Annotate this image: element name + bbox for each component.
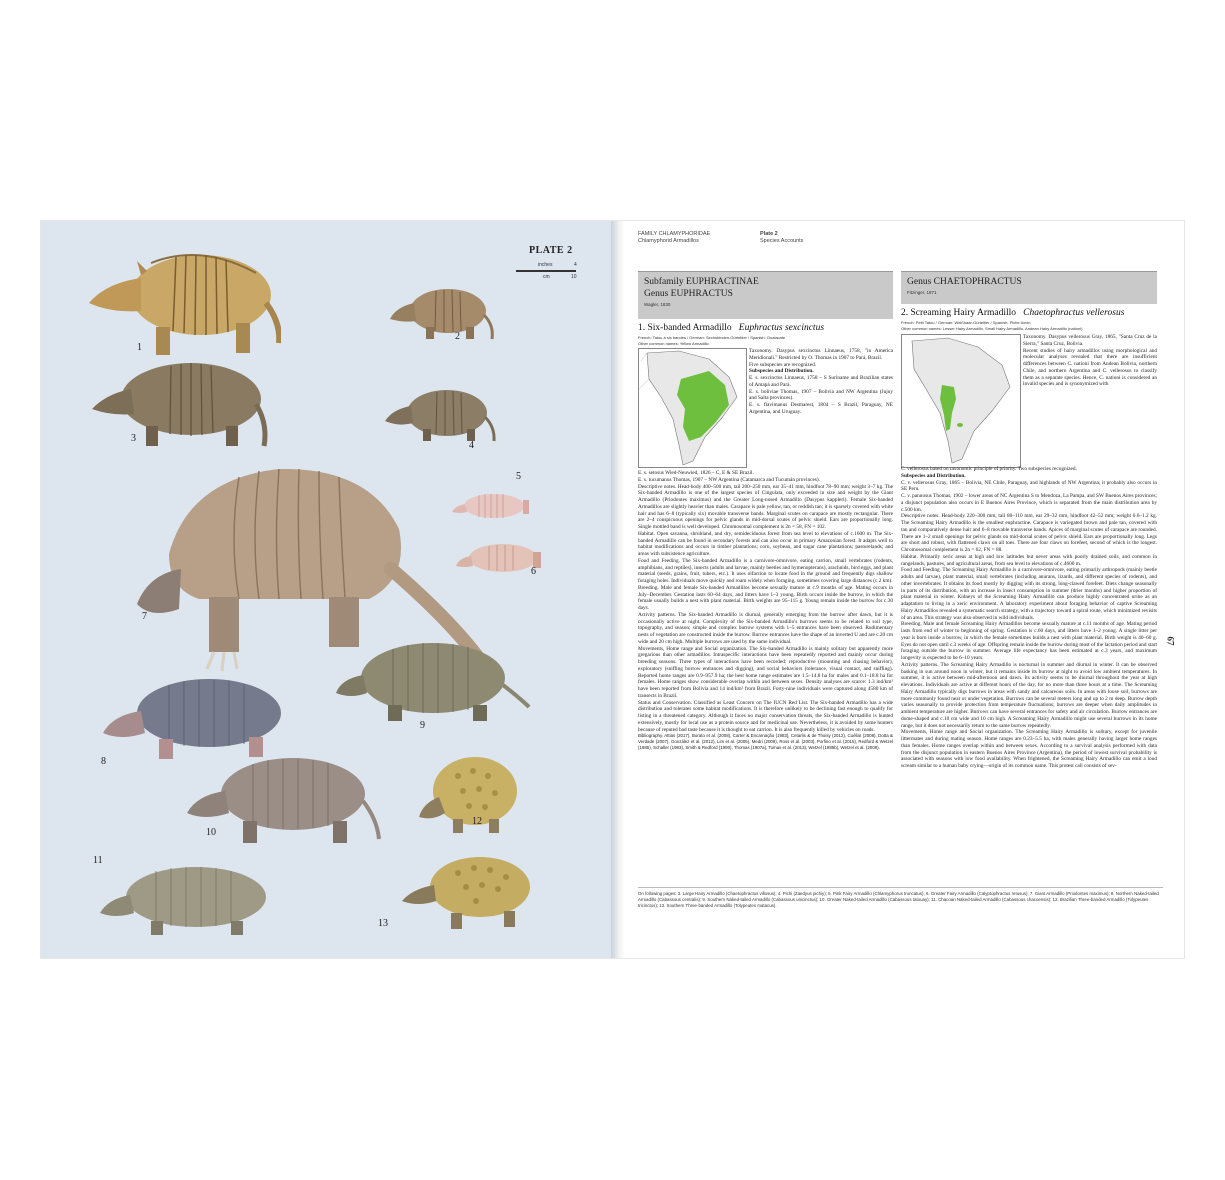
species-2-p10: Movements, Home range and Social organization. The Screaming Hairy Armadillo is solitary, except for juvenile littermates and during mating season. Home ranges are 0.23–5.5 ha, with males generally having larger home ranges than females. Home ranges overlap within and between sexes. According to a survival analysis performed with data from the disjunct population in eastern Buenos Aires Province (Argentina), the period of lowest survival probability is associated with seasons with low food availability. When frightened, the Screaming Hairy Armadillo can emit a loud scream similar to a human baby crying—origin of its common name. This protest call consists of sev- — [901, 729, 1157, 769]
armadillo-10-illustration — [183, 749, 383, 854]
species-2-common-name: 2. Screaming Hairy Armadillo — [901, 308, 1017, 318]
species-2-p3: C. v. vellerosus Gray, 1865 – Bolivia, NE Chile, Paraguay, and highlands of NW Argentina; it probably also occurs in SE Peru. — [901, 479, 1157, 493]
armadillo-9-illustration — [333, 633, 533, 733]
species-2-p9: Activity patterns. The Screaming Hairy Armadillo is nocturnal in summer and diurnal in winter. It can be observed basking in sun around noon in winter, but it remains inside its burrow at night to avoid low ambient temperatures. In summer, it is active between mid-afternoon and dawn. Its activity seems to be diurnal throughout the year at high elevations. Individuals are active at different hours of the day, for no more than three hours at a time. The Screaming Hairy Armadillo typically digs burrows in areas with sandy and calcareous soils. In areas with loose soil, burrows are more commonly found near or under vegetation. Burrows can be several meters long and up to 2 m deep. Burrow depth varies seasonally to provide protection from temperature fluctuations; burrows are deeper when daily amplitudes in ambient temperature are higher. Burrows can have several entrances for safety and air circulation. Burrow entrances are dome-shaped and c.10 cm wide and 10 cm high. A Screaming Hairy Armadillo might use several burrows in its home range, but it does not necessarily return to the same burrow repeatedly. — [901, 661, 1157, 729]
running-head-family — [638, 231, 710, 245]
running-head-plate — [760, 231, 803, 245]
subfamily-heading: Subfamily EUPHRACTINAE — [644, 277, 759, 287]
plate-number-6: 6 — [531, 566, 536, 577]
species-2-p8: Breeding. Male and female Screaming Hairy Armadillos become sexually mature at c.11 months of age. Mating period lasts from end of winter to beginning of spring. Gestation is c.60 days, and litters have 1–2 young. A single litter per year is born inside a burrow, in which the female sometimes builds a nest with plant material. Birth weight is 40–60 g. Eyes do not open until c.3 weeks of age. Offspring remain inside the burrow during most of the lactation period and start foraging outside the burrow in summer. Average life expectancy has been estimated at c.3 years, and maximum longevity is expected to be 6–10 years. — [901, 621, 1157, 661]
plate-number-8: 8 — [101, 756, 106, 767]
armadillo-1-illustration — [81, 243, 281, 363]
species-1-p4: Habitat. Open savanna, shrubland, and dry, semideciduous forest from sea level to elevations of c.1600 m. The Six-banded Armadillo can be found in secondary forests and can also occur in primary Amazonian forest. It adapts well to habitat modifications and occurs in timber plantations; corn, soybean, and sugar cane plantations; pasturelands; and areas with subsistence agriculture. — [638, 530, 893, 557]
species-2-other-names — [901, 320, 1157, 332]
species-1-p2: E. s. tucumanus Thomas, 1907 – NW Argentina (Catamarca and Tucumán provinces). — [638, 476, 820, 483]
armadillo-3-illustration — [86, 354, 271, 454]
book-spread — [41, 221, 1184, 958]
species-1-common-name: 1. Six-banded Armadillo — [638, 323, 732, 333]
species-1-beside-p2: Five subspecies are recognized. — [749, 361, 817, 368]
plate-number-7: 7 — [142, 611, 147, 622]
plate-number-5: 5 — [516, 471, 521, 482]
species-2-p7: Food and Feeding. The Screaming Hairy Armadillo is a carnivore-omnivore, eating primarily arthropods (mainly beetle adults and larvae), plant material, small vertebrates (including anurans, lizards, and different species of rodents), and other invertebrates. It obtains its food mostly by digging with its strong, long-clawed forefeet. Diets change seasonally in parts of its distribution, with an increase in insect consumption in summer (drier months) and higher proportion of plant material in winter. Kidneys of the Screaming Hairy Armadillo can produce highly concentrated urine as an adaptation to living in a xeric environment. A laboratory experiment about foraging behavior of captive Screaming Hairy Armadillos revealed a systematic search strategy, with a trajectory toward a spiral route, which minimized revisits of an area. This strategy was also observed in wild individuals. — [901, 567, 1157, 621]
genus-author-euphractus: Wagler, 1830 — [644, 302, 671, 307]
species-1-p1: E. s. setosus Wied-Neuwied, 1826 – C, E & SE Brazil. — [638, 470, 754, 476]
running-head-plate-sub: Species Accounts — [760, 238, 804, 244]
armadillo-11-illustration — [96, 861, 276, 941]
species-1-names-line2: Other common names: Yellow Armadillo — [638, 341, 709, 346]
running-head-family-sub: Chlamyphorid Armadillos — [638, 238, 699, 244]
plate-title: PLATE 2 — [529, 245, 573, 256]
species-2-beside-p2: Recent studies of hairy armadillos using morphological and molecular analyses revealed that there are insufficient differences between C. nationi from Andean Bolivia, northern Chile, and northern Argentina and C. vellerosus to classify them as a separate species. Hence, C. nationi is considered an invalid species and is synonymized with — [1023, 347, 1157, 388]
species-2-main-text — [901, 466, 1157, 881]
species-1-beside-p5: E. s. boliviae Thomas, 1907 – Bolivia and NW Argentina (Jujuy and Salta provinces). — [749, 388, 893, 402]
species-1-p3: Descriptive notes. Head-body 400–500 mm, tail 200–250 mm, ear 35–41 mm, hindfoot 78–90 mm; weight 3–7 kg. The Six-banded Armadillo is one of the largest species of Cingulata, only exceeded in size and weight by the Giant Armadillo (Priodontes maximus) and the Greater Long-nosed Armadillo (Dasypus kappleri). Female Six-banded Armadillos are slightly heavier than males. Carapace is pale yellow, tan, or reddish tan; it is sparsely covered with white hair and has 6–8 (typically six) movable transverse bands. Marginal scutes on carapace are mostly rectangular. There are 2–4 conspicuous openings for pelvic glands in mid-dorsal scutes of pelvic shield. Ears are proportionally long. Single mottled band is well developed. Chromosomal complement is 2n = 58, FN = 102. — [638, 483, 893, 530]
subfamily-header-box — [638, 271, 893, 319]
species-2-title — [901, 308, 1124, 318]
plate-number-13: 13 — [378, 918, 388, 929]
plate-number-11: 11 — [93, 855, 103, 866]
species-1-text-beside-map — [749, 348, 893, 470]
species-1-beside-p3: Subspecies and Distribution. — [749, 368, 814, 375]
scale-cm-value: 10 — [571, 274, 577, 280]
running-head-plate-name: Plate 2 — [760, 231, 778, 237]
species-accounts-page — [625, 221, 1184, 958]
species-2-latin-name: Chaetophractus vellerosus — [1023, 308, 1125, 318]
species-1-p7: Activity patterns. The Six-banded Armadillo is diurnal, generally emerging from the burrow after dawn, but it is occasionally active at night. Complexity of the Six-banded Armadillo's burrows seems to be related to soil type, topography, and season; simple and complex burrow systems with 1–5 entrances have been observed. Rudimentary nests of vegetation are constructed inside the burrow. Burrow entrances have the shape of an inverted U and are c.20 cm wide and 20 cm high. Multiple burrows are used by the same individual. — [638, 611, 893, 645]
species-1-p6: Breeding. Male and female Six-banded Armadillos become sexually mature at c.9 months of age. Mating occurs in July–December. Gestation lasts 60–64 days, and litters have 1–3 young. Birth occurs inside the burrow, in which the female usually builds a nest with plant material. Birth weights are 95–115 g. Young remain inside the burrow for c.30 days. — [638, 584, 893, 611]
species-2-p6: Habitat. Primarily xeric areas at high and low latitudes but never areas with poorly drained soils, and common in rangelands, pastures, and agricultural areas, from sea level to elevations of c.4600 m. — [901, 553, 1157, 567]
illustration-plate — [41, 221, 611, 958]
armadillo-12-illustration — [413, 751, 523, 841]
armadillo-4-illustration — [381, 381, 501, 451]
species-1-bibliography: Bibliography. Attias (2017), Borato et al. (2008), Carter & Encarnação (1983), Cetarlis & de Thoisy (2012), Cuéllar (2008), Dotta & Verdade (2007), González et al. (2012), Lim et al. (2005), Medri (2008), Ross et al. (2003), Porfirio et al. (2015), Redford & Wetzel (1985), Schaller (1983), Smith & Redford (1990), Thomas (1907a), Tomas et al. (2013), Wetzel (1985b), Wetzel et al. (2008). — [638, 733, 893, 751]
following-pages-footnote: On following pages: 3. Large Hairy Armadillo (Chaetophractus villosus); 4. Pichi (Zaedyus pichiy); 5. Pink Fairy Armadillo (Chlamyphorus truncatus); 6. Greater Fairy Armadillo (Calyptophractus retusus); 7. Giant Armadillo (Priodontes maximus); 8. Northern Naked-tailed Armadillo (Cabassous centralis); 9. Southern Naked-tailed Armadillo (Cabassous unicinctus); 10. Greater Naked-tailed Armadillo (Cabassous tatouay); 11. Chacoan Naked-tailed Armadillo (Cabassous chacoensis); 12. Brazilian Three-banded Armadillo (Tolypeutes tricinctus); 13. Southern Three-banded Armadillo (Tolypeutes matacus). — [638, 887, 1163, 909]
book-gutter — [611, 221, 625, 958]
species-2-p2: Subspecies and Distribution. — [901, 472, 966, 479]
genus-header-box — [901, 271, 1157, 304]
species-1-beside-p4: E. s. sexcinctus Linnaeus, 1758 – S Suriname and Brazilian states of Amapá and Pará. — [749, 375, 893, 388]
species-2-range-map — [912, 338, 1010, 463]
genus-author-chaetophractus: Fitzinger, 1871 — [907, 290, 937, 295]
plate-number-2: 2 — [455, 331, 460, 342]
species-1-p8: Movements, Home range and Social organization. The Six-banded Armadillo is mainly solitary but apparently more gregarious than other armadillos. Intraspecific interactions have been repeatedly reported and mainly occur during breeding seasons. Three types of interactions have been recorded: reproductive (mounting and chasing behavior), exploratory (sniffing burrow entrances and digging), and social behaviors (tolerance, visual contact, and sniffing). Reported home ranges are 0.9–957.9 ha; the best home range estimates are 1.5–14.8 ha for males and 0.1–18.8 ha for females. Home ranges show considerable overlap within and between sexes. Density analyses are scarce: 1.3 ind/km² have been reported from Bolivia and 14 ind/km² from Brazil. Forty-nine individuals were captured along 4580 km of transects in Brazil. — [638, 645, 893, 699]
plate-number-12: 12 — [472, 816, 482, 827]
species-1-beside-p6: E. s. flavimanus Desmarest, 1804 – S Brazil, Paraguay, NE Argentina, and Uruguay. — [749, 402, 893, 415]
species-2-names-line2: Other common names: Lesser Hairy Armadillo, Small Hairy Armadillo, Andean Hairy Armadillo (nationi) — [901, 326, 1083, 331]
species-1-main-text — [638, 470, 893, 881]
scale-inches-label: inches — [538, 262, 553, 268]
plate-number-3: 3 — [131, 433, 136, 444]
species-2-names-line1: French: Petit Tatou / German: Weißhaar-Gürteltier / Spanish: Piche llorón — [901, 320, 1031, 325]
scale-inches-value: 4 — [574, 262, 577, 268]
armadillo-2-illustration — [386, 281, 496, 346]
genus-heading-euphractus: Genus EUPHRACTUS — [644, 289, 733, 299]
species-1-p5: Food and Feeding. The Six-banded Armadillo is a carnivore-omnivore, eating carrion, small vertebrates (rodents, amphibians, and reptiles), insects (adults and larvae, mainly beetles and hymenopterans), arachnids, bird eggs, and plant material (seeds, grains, fruit, tubers, etc.). It uses olfaction to locate food in the ground and frequently digs shallow foraging holes. Individuals move quickly and roam widely when foraging, sometimes covering large distances (c.2 km). — [638, 557, 893, 584]
genus-heading-chaetophractus: Genus CHAETOPHRACTUS — [907, 277, 1022, 287]
running-head-family-name: FAMILY CHLAMYPHORIDAE — [638, 231, 711, 237]
species-1-other-names — [638, 335, 893, 347]
species-2-p4: C. v. pannosus Thomas, 1902 – lower areas of NC Argentina S to Mendoza, La Pampa, and SW Buenos Aires provinces; a disjunct population also occurs in E Buenos Aires Province, which is separated from the main distribution area by c.500 km. — [901, 493, 1157, 513]
plate-number-10: 10 — [206, 827, 216, 838]
species-1-latin-name: Euphractus sexcinctus — [738, 323, 825, 333]
species-2-p1: C. vellerosus based on taxonomic principle of priority. Two subspecies recognized. — [901, 466, 1077, 472]
armadillo-13-illustration — [396, 849, 546, 939]
plate-number-1: 1 — [137, 342, 142, 353]
plate-number-9: 9 — [420, 720, 425, 731]
species-1-names-line1: French: Tatou à six bandes / German: Sechsbinden-Gürteltier / Spanish: Gualacate — [638, 335, 786, 340]
species-1-title — [638, 323, 824, 333]
species-2-p5: Descriptive notes. Head-body 220–300 mm, tail 80–110 mm, ear 29–32 mm, hindfoot 42–52 mm; weight 0.6–1.2 kg. The Screaming Hairy Armadillo is the smallest euphractine. Carapace is variegated brown and pale tan, covered with tan and comparatively dense hair and 6–8 movable transverse bands. Apices of marginal scutes of carapace are rounded. There are 1–2 small openings for pelvic glands on mid-dorsal scutes of pelvic shield. Ears are proportionally long. Legs are short and robust, with flattened claws on all toes. There are four claws on forefeet, second of which is the longest. Chromosomal complement is 2n = 62, FN = 88. — [901, 513, 1157, 553]
species-1-p9: Status and Conservation. Classified as Least Concern on The IUCN Red List. The Six-banded Armadillo has a wide distribution and tolerates some habitat modifications. It is therefore unlikely to be declining fast enough to qualify for listing in a threatened category. Although it faces no major conservation threats, the Six-banded Armadillo is hunted extensively, mostly for local use as a protein source and for medicinal use. Nevertheless, it is avoided by some hunters because of reputed bad taste because it is thought to eat carrion. It is also frequently killed by vehicles on roads. — [638, 699, 893, 733]
species-1-range-map — [638, 348, 747, 468]
species-2-beside-p1: Taxonomy. Dasypus vellerosus Gray, 1865, "Santa Cruz de la Sierra," Santa Cruz, Bolivia. — [1023, 334, 1157, 347]
scale-cm-label: cm — [543, 274, 550, 280]
species-1-beside-p1: Taxonomy. Dasypus sexcinctus Linnaeus, 1758, "in America Meridionali." Restricted by O. Thomas in 1907 to Pará, Brazil. — [749, 348, 893, 361]
page-number: 67 — [1165, 636, 1176, 646]
species-2-text-beside-map — [1023, 334, 1157, 466]
plate-number-4: 4 — [469, 440, 474, 451]
